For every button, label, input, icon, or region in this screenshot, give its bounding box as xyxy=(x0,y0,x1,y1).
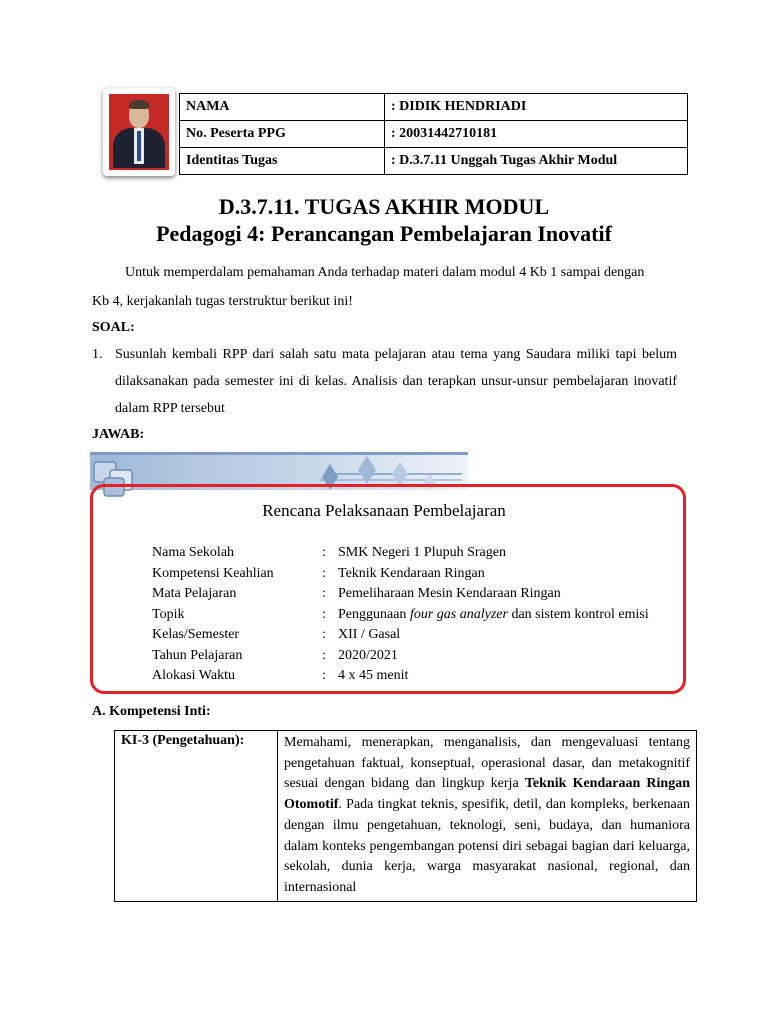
soal-number: 1. xyxy=(92,347,103,362)
identity-table xyxy=(179,93,688,175)
rpp-value: SMK Negeri 1 Plupuh Sragen xyxy=(338,545,506,560)
rpp-label: Kompetensi Keahlian xyxy=(152,565,274,581)
rpp-value: Pemeliharaan Mesin Kendaraan Ringan xyxy=(338,586,561,601)
identity-value: : 20031442710181 xyxy=(385,121,688,148)
rpp-value-italic: four gas analyzer xyxy=(409,606,508,622)
rpp-value: 4 x 45 menit xyxy=(338,668,409,683)
soal-text: Susunlah kembali RPP dari salah satu mata pelajaran atau tema yang Saudara miliki tapi belum dilaksanakan pada semester ini di kelas. Analisis dan terapkan unsur-unsur pembelajaran inovatif dalam RPP tersebut xyxy=(115,347,677,416)
identity-label: Identitas Tugas xyxy=(180,148,385,175)
rpp-value: 2020/2021 xyxy=(338,647,398,663)
identity-label: No. Peserta PPG xyxy=(180,121,385,148)
rpp-label: Nama Sekolah xyxy=(152,545,235,560)
participant-photo xyxy=(103,88,175,176)
identity-value: : DIDIK HENDRIADI xyxy=(385,94,688,121)
intro-line-2: Kb 4, kerjakanlah tugas terstruktur berikut ini! xyxy=(92,294,353,309)
identity-value: : D.3.7.11 Unggah Tugas Akhir Modul xyxy=(385,148,688,175)
kompetensi-heading: A. Kompetensi Inti: xyxy=(92,704,211,719)
rpp-separator: : xyxy=(322,545,326,560)
ki3-text-pre: Memahami, menerapkan, menganalisis, dan mengevaluasi tentang pengetahuan faktual, konseptual, operasional dasar, dan metakognitif sesuai dengan bidang dan lingkup kerja xyxy=(284,735,694,792)
rpp-row-year xyxy=(152,646,649,667)
identity-row-number xyxy=(180,121,688,148)
rpp-value xyxy=(338,605,649,626)
rpp-separator: : xyxy=(322,565,326,581)
ki3-text-post: . Pada tingkat teknis, spesifik, detil, dan kompleks, berkenaan dengan ilmu pengetahuan, teknologi, seni, budaya, dan humaniora dalam konteks pengembangan potensi diri sebagai bagian dari keluarga, sekolah, dunia kerja, warga masyarakat nasional, regional, dan internasional xyxy=(284,797,690,895)
document-title: D.3.7.11. TUGAS AKHIR MODUL xyxy=(218,194,550,219)
rpp-row-school xyxy=(152,543,649,564)
document-subtitle: Pedagogi 4: Perancangan Pembelajaran Inovatif xyxy=(156,221,612,246)
rpp-details xyxy=(152,543,649,687)
rpp-value-post: dan sistem kontrol emisi xyxy=(507,606,649,622)
ki3-text-bold: Teknik Kendaraan Ringan Otomotif xyxy=(284,776,691,813)
jawab-heading: JAWAB: xyxy=(92,427,145,442)
rpp-separator: : xyxy=(322,647,326,663)
ki3-row xyxy=(115,731,697,902)
rpp-row-competency xyxy=(152,564,649,585)
rpp-separator: : xyxy=(322,606,326,622)
identity-label: NAMA xyxy=(180,94,385,121)
rpp-separator: : xyxy=(322,668,326,683)
rpp-row-topic xyxy=(152,605,649,626)
rpp-separator: : xyxy=(322,586,326,601)
intro-line-1: Untuk memperdalam pemahaman Anda terhadap materi dalam modul 4 Kb 1 sampai dengan xyxy=(125,265,645,280)
ki3-label: KI-3 (Pengetahuan): xyxy=(115,731,278,902)
soal-heading: SOAL: xyxy=(92,320,135,335)
rpp-value: XII / Gasal xyxy=(338,627,401,642)
rpp-label: Topik xyxy=(152,606,185,622)
rpp-row-subject xyxy=(152,584,649,605)
rpp-label: Kelas/Semester xyxy=(152,627,240,642)
rpp-title: Rencana Pelaksanaan Pembelajaran xyxy=(262,501,506,520)
kompetensi-table xyxy=(114,730,697,902)
rpp-row-time xyxy=(152,666,649,687)
identity-row-name xyxy=(180,94,688,121)
ki3-text xyxy=(278,731,697,902)
rpp-separator: : xyxy=(322,627,326,642)
rpp-label: Alokasi Waktu xyxy=(152,668,235,683)
identity-row-task xyxy=(180,148,688,175)
rpp-value: Teknik Kendaraan Ringan xyxy=(338,565,485,581)
rpp-label: Tahun Pelajaran xyxy=(152,647,243,663)
rpp-value-pre: Penggunaan xyxy=(338,606,410,622)
rpp-row-class xyxy=(152,625,649,646)
rpp-label: Mata Pelajaran xyxy=(152,586,237,601)
